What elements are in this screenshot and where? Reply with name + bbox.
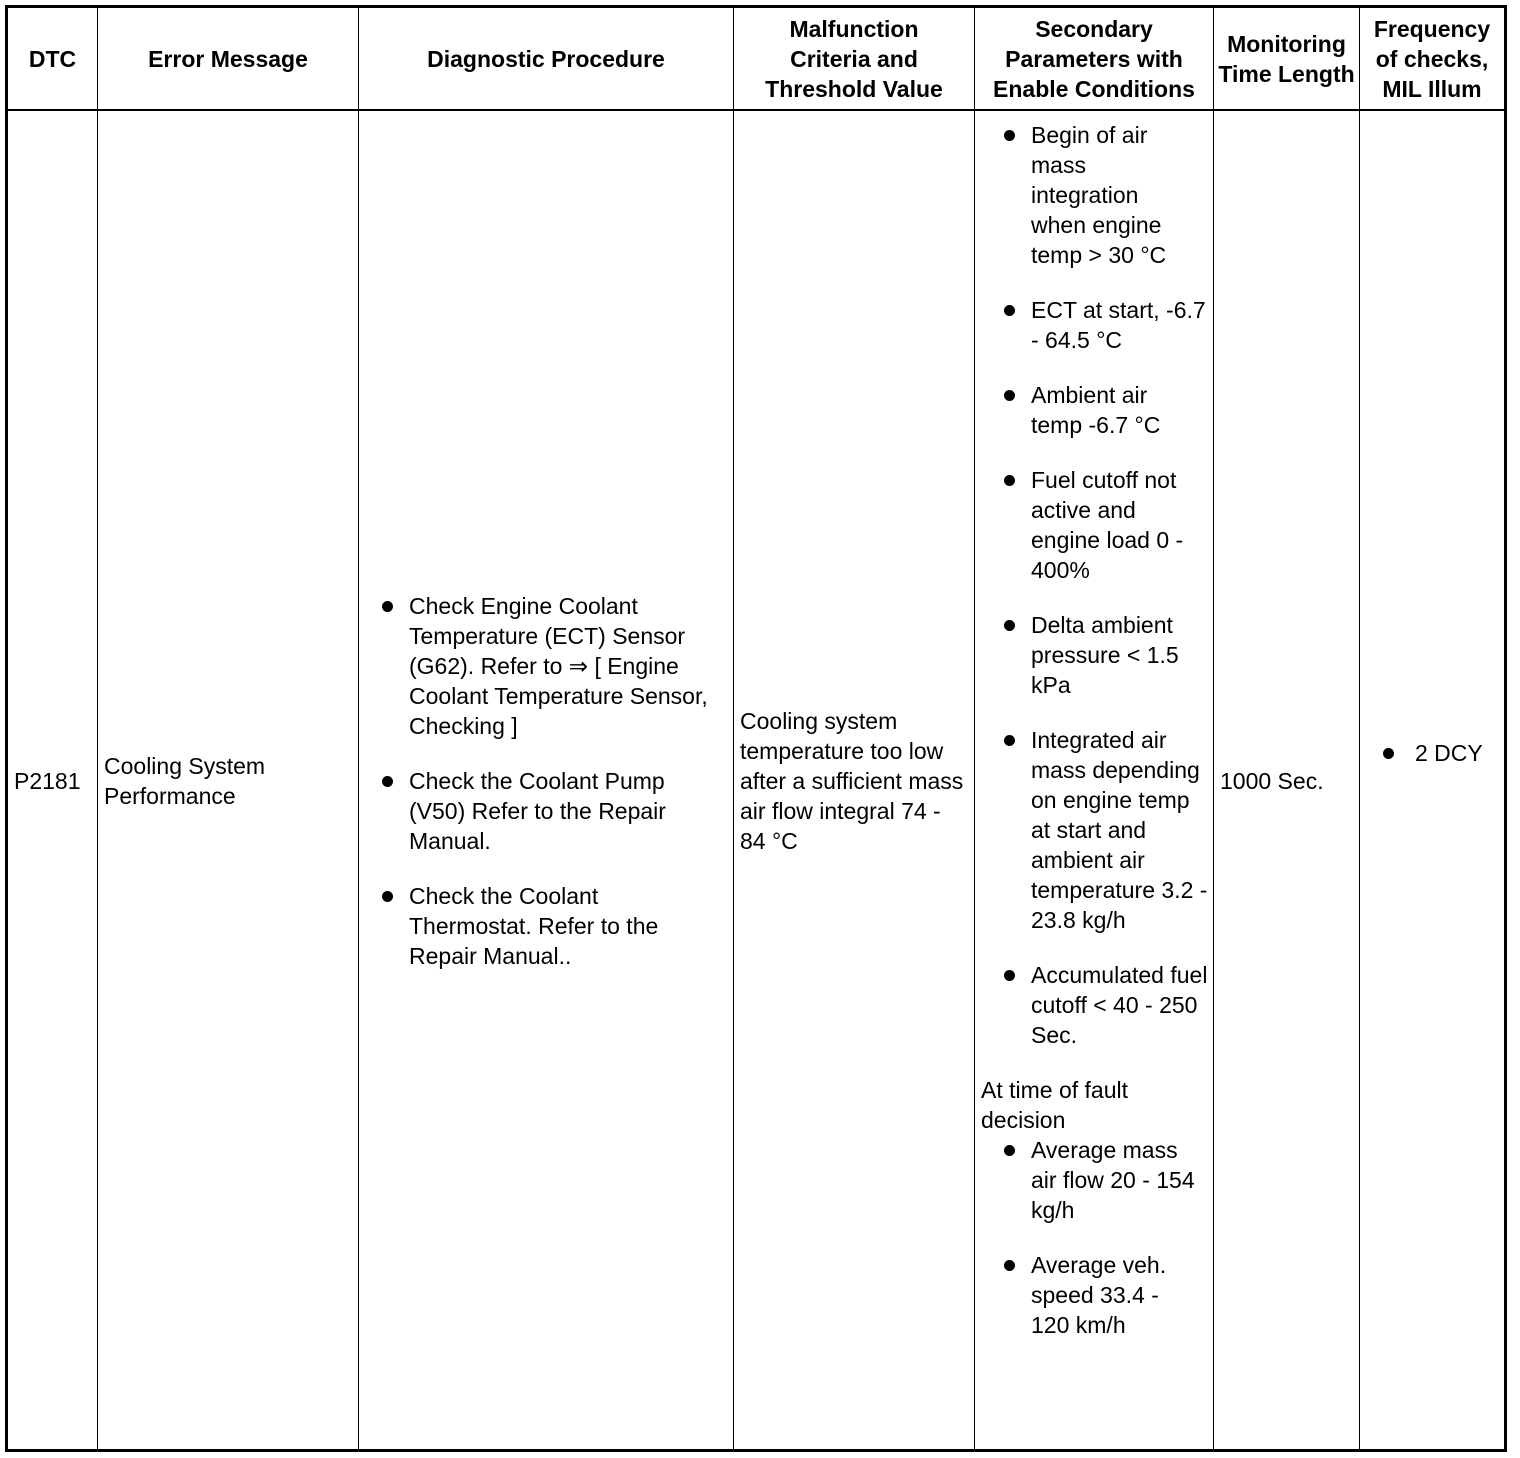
- procedure-item: Check the Coolant Pump (V50) Refer to the Repair Manual.: [359, 766, 727, 856]
- header-secondary-parameters: Secondary Parameters with Enable Conditions: [993, 16, 1195, 102]
- procedure-list: [359, 591, 727, 971]
- cell-secondary-parameters: [975, 112, 1213, 1449]
- procedure-item: Check the Coolant Thermostat. Refer to the Repair Manual..: [359, 881, 727, 971]
- frequency-item: 2 DCY: [1360, 738, 1483, 768]
- header-error-message: Error Message: [148, 46, 308, 72]
- cell-malfunction-criteria: Cooling system temperature too low after a sufficient mass air flow integral 74 - 84 °C: [740, 707, 964, 854]
- header-malfunction-criteria: Malfunction Criteria and Threshold Value: [765, 16, 943, 102]
- condition-item: Ambient air temp -6.7 °C: [981, 380, 1209, 440]
- cell-frequency: [1360, 112, 1504, 1449]
- fault-decision-item: Average mass air flow 20 - 154 kg/h: [981, 1135, 1209, 1225]
- dtc-table: [5, 5, 1507, 1452]
- cell-diagnostic-procedure: [359, 112, 733, 1449]
- condition-item: Fuel cutoff not active and engine load 0 - 400%: [981, 465, 1209, 585]
- header-dtc: DTC: [28, 46, 77, 72]
- condition-item: Begin of air mass integration when engine temp > 30 °C: [981, 120, 1209, 270]
- fault-decision-label: At time of fault decision: [981, 1077, 1129, 1133]
- cell-error-message: Cooling System Performance: [104, 752, 266, 809]
- condition-item: Integrated air mass depending on engine temp at start and ambient air temperature 3.2 - 23.8 kg/h: [981, 725, 1209, 935]
- cell-monitoring-time: 1000 Sec.: [1220, 767, 1324, 794]
- cell-dtc: P2181: [14, 767, 81, 794]
- enable-conditions-list: [981, 120, 1209, 1050]
- condition-item: Delta ambient pressure < 1.5 kPa: [981, 610, 1209, 700]
- frequency-list: [1360, 738, 1483, 768]
- condition-item: ECT at start, -6.7 - 64.5 °C: [981, 295, 1209, 355]
- fault-decision-list: [981, 1135, 1209, 1340]
- condition-item: Accumulated fuel cutoff < 40 - 250 Sec.: [981, 960, 1209, 1050]
- header-frequency: Frequency of checks, MIL Illum: [1373, 16, 1491, 102]
- header-diagnostic-procedure: Diagnostic Procedure: [427, 46, 665, 72]
- procedure-item: Check Engine Coolant Temperature (ECT) Sensor (G62). Refer to ⇒ [ Engine Coolant Temperature Sensor, Checking ]: [359, 591, 727, 741]
- header-monitoring-time: Monitoring Time Length: [1218, 31, 1355, 87]
- fault-decision-item: Average veh. speed 33.4 - 120 km/h: [981, 1250, 1209, 1340]
